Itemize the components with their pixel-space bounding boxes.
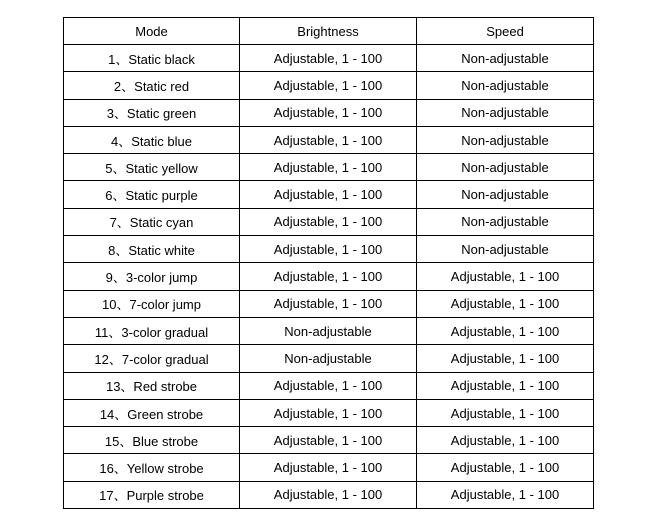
- brightness-cell: Adjustable, 1 - 100: [240, 372, 417, 399]
- table-row: [64, 208, 594, 235]
- table-row: [64, 181, 594, 208]
- brightness-cell: Adjustable, 1 - 100: [240, 427, 417, 454]
- table-row: [64, 154, 594, 181]
- table-row: [64, 290, 594, 317]
- table-row: [64, 263, 594, 290]
- speed-cell: Non-adjustable: [417, 181, 594, 208]
- table-body: [64, 45, 594, 509]
- brightness-cell: Adjustable, 1 - 100: [240, 208, 417, 235]
- brightness-cell: Adjustable, 1 - 100: [240, 154, 417, 181]
- speed-cell: Adjustable, 1 - 100: [417, 317, 594, 344]
- table-row: [64, 345, 594, 372]
- speed-cell: Non-adjustable: [417, 72, 594, 99]
- speed-cell: Adjustable, 1 - 100: [417, 263, 594, 290]
- table-row: [64, 399, 594, 426]
- table-row: [64, 99, 594, 126]
- header-speed: Speed: [417, 18, 594, 45]
- mode-cell: 5、Static yellow: [64, 154, 240, 181]
- mode-cell: 4、Static blue: [64, 126, 240, 153]
- brightness-cell: Adjustable, 1 - 100: [240, 181, 417, 208]
- brightness-cell: Adjustable, 1 - 100: [240, 263, 417, 290]
- table-row: [64, 45, 594, 72]
- speed-cell: Adjustable, 1 - 100: [417, 481, 594, 508]
- mode-cell: 15、Blue strobe: [64, 427, 240, 454]
- table-row: [64, 427, 594, 454]
- brightness-cell: Non-adjustable: [240, 345, 417, 372]
- speed-cell: Non-adjustable: [417, 126, 594, 153]
- brightness-cell: Non-adjustable: [240, 317, 417, 344]
- table-row: [64, 372, 594, 399]
- brightness-cell: Adjustable, 1 - 100: [240, 236, 417, 263]
- mode-cell: 10、7-color jump: [64, 290, 240, 317]
- speed-cell: Non-adjustable: [417, 208, 594, 235]
- table-row: [64, 72, 594, 99]
- header-row: [64, 18, 594, 45]
- speed-cell: Non-adjustable: [417, 236, 594, 263]
- mode-cell: 8、Static white: [64, 236, 240, 263]
- mode-cell: 12、7-color gradual: [64, 345, 240, 372]
- mode-table: [63, 17, 594, 509]
- mode-cell: 9、3-color jump: [64, 263, 240, 290]
- mode-cell: 6、Static purple: [64, 181, 240, 208]
- table-row: [64, 126, 594, 153]
- brightness-cell: Adjustable, 1 - 100: [240, 290, 417, 317]
- speed-cell: Adjustable, 1 - 100: [417, 345, 594, 372]
- speed-cell: Adjustable, 1 - 100: [417, 427, 594, 454]
- speed-cell: Adjustable, 1 - 100: [417, 399, 594, 426]
- table-header: [64, 18, 594, 45]
- speed-cell: Non-adjustable: [417, 154, 594, 181]
- mode-cell: 14、Green strobe: [64, 399, 240, 426]
- mode-cell: 11、3-color gradual: [64, 317, 240, 344]
- mode-cell: 16、Yellow strobe: [64, 454, 240, 481]
- mode-cell: 3、Static green: [64, 99, 240, 126]
- header-brightness: Brightness: [240, 18, 417, 45]
- brightness-cell: Adjustable, 1 - 100: [240, 399, 417, 426]
- speed-cell: Adjustable, 1 - 100: [417, 454, 594, 481]
- brightness-cell: Adjustable, 1 - 100: [240, 99, 417, 126]
- speed-cell: Non-adjustable: [417, 45, 594, 72]
- speed-cell: Non-adjustable: [417, 99, 594, 126]
- brightness-cell: Adjustable, 1 - 100: [240, 481, 417, 508]
- header-mode: Mode: [64, 18, 240, 45]
- brightness-cell: Adjustable, 1 - 100: [240, 454, 417, 481]
- table-row: [64, 481, 594, 508]
- mode-cell: 7、Static cyan: [64, 208, 240, 235]
- brightness-cell: Adjustable, 1 - 100: [240, 126, 417, 153]
- brightness-cell: Adjustable, 1 - 100: [240, 72, 417, 99]
- brightness-cell: Adjustable, 1 - 100: [240, 45, 417, 72]
- mode-cell: 2、Static red: [64, 72, 240, 99]
- table-row: [64, 317, 594, 344]
- mode-cell: 1、Static black: [64, 45, 240, 72]
- mode-cell: 13、Red strobe: [64, 372, 240, 399]
- speed-cell: Adjustable, 1 - 100: [417, 290, 594, 317]
- table-row: [64, 454, 594, 481]
- table-row: [64, 236, 594, 263]
- mode-cell: 17、Purple strobe: [64, 481, 240, 508]
- speed-cell: Adjustable, 1 - 100: [417, 372, 594, 399]
